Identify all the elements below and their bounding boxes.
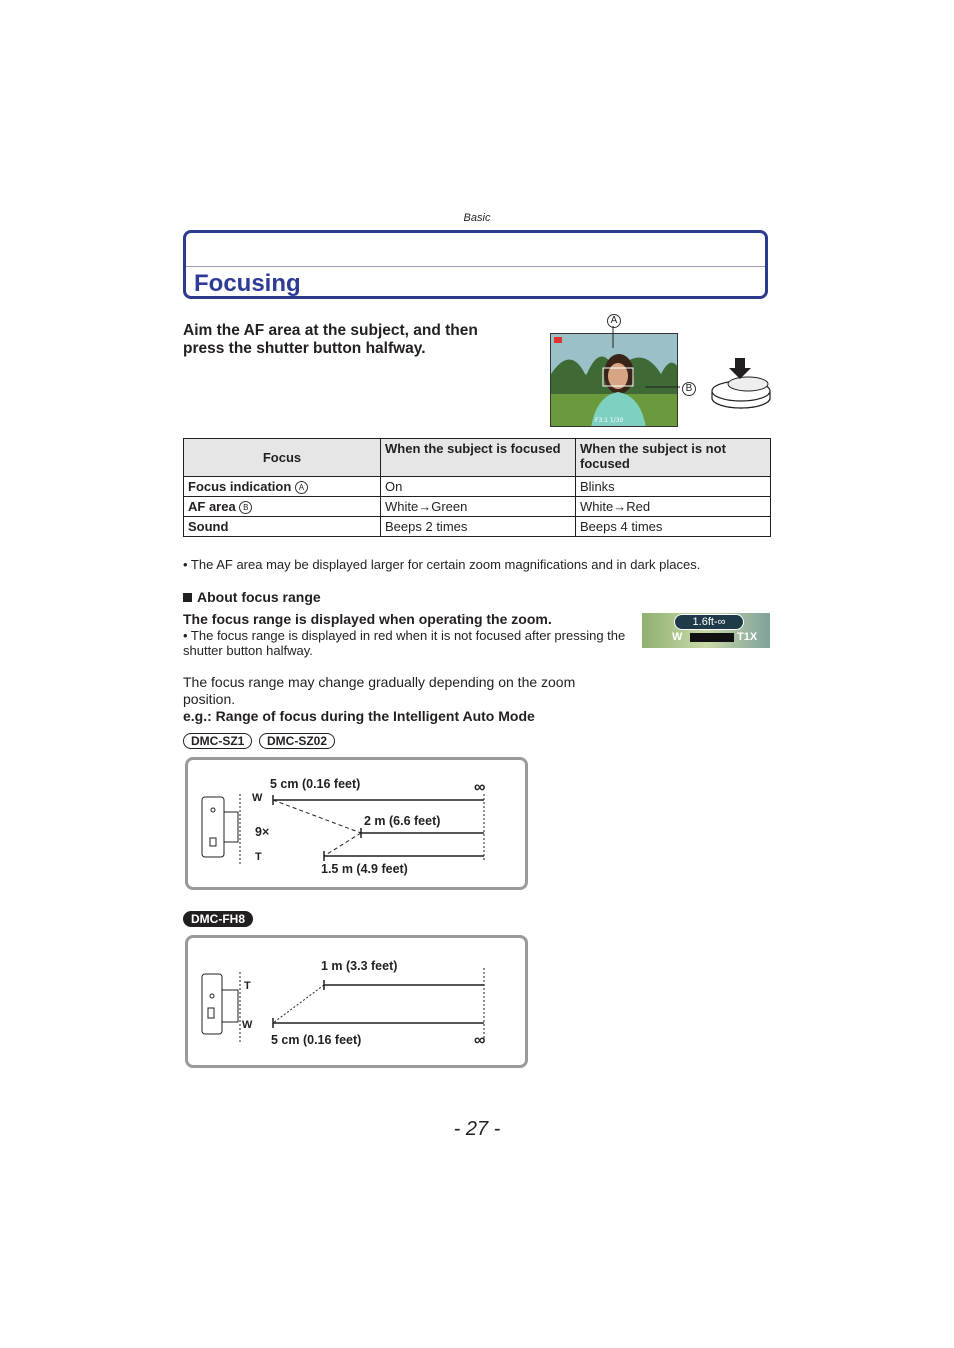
tele-label: T xyxy=(244,980,251,992)
focus-range-diagram-fh8 xyxy=(185,935,528,1068)
tele-label: T xyxy=(255,851,262,863)
camera-side-icon xyxy=(202,974,238,1034)
example-heading: e.g.: Range of focus during the Intelligent Auto Mode xyxy=(183,708,535,724)
infinity-icon: ∞ xyxy=(474,779,486,796)
zoom-magnification-label: 9× xyxy=(255,825,270,839)
row-label xyxy=(184,477,381,497)
marker-a: A xyxy=(295,481,308,494)
callout-b: B xyxy=(682,382,696,396)
svg-text:F3.1 1/30: F3.1 1/30 xyxy=(595,417,624,424)
focus-range-indicator: 1.6ft-∞ xyxy=(674,614,744,630)
about-focus-range-heading xyxy=(183,589,321,605)
header-focused: When the subject is focused xyxy=(381,439,576,477)
page-number: - 27 - xyxy=(453,1118,501,1140)
gradual-change-paragraph: The focus range may change gradually depending on the zoom position. xyxy=(183,674,576,707)
wide-label: W xyxy=(252,792,263,804)
zoom-bar xyxy=(690,633,734,642)
model-badge-fh8: DMC-FH8 xyxy=(183,911,253,927)
header-focus: Focus xyxy=(184,439,381,477)
heading-text: About focus range xyxy=(197,589,321,605)
table-row xyxy=(184,497,771,517)
infinity-icon: ∞ xyxy=(474,1032,486,1049)
zoom-tele-label: T1X xyxy=(737,631,758,643)
near-limit-wide: 5 cm (0.16 feet) xyxy=(270,777,361,791)
marker-b: B xyxy=(239,501,252,514)
square-bullet-icon xyxy=(183,593,192,602)
row-label xyxy=(184,497,381,517)
camera-side-icon xyxy=(202,797,238,857)
callout-lines xyxy=(600,326,690,392)
table-row xyxy=(184,477,771,497)
model-badge-sz02: DMC-SZ02 xyxy=(259,733,335,749)
page-title: Focusing xyxy=(194,270,301,297)
row-label-text: Focus indication xyxy=(188,479,292,494)
middle-zoom-limit: 2 m (6.6 feet) xyxy=(364,814,441,828)
focus-table xyxy=(183,438,771,537)
af-area-note: • The AF area may be displayed larger for certain zoom magnifications and in dark places. xyxy=(183,557,701,572)
title-divider xyxy=(186,266,765,267)
zoom-display-illustration xyxy=(642,613,770,648)
focus-range-note: • The focus range is displayed in red when it is not focused after pressing the shutter button halfway. xyxy=(183,628,626,658)
cell: White→Red xyxy=(576,497,771,517)
near-limit-wide: 5 cm (0.16 feet) xyxy=(271,1033,362,1047)
lead-instruction: Aim the AF area at the subject, and then press the shutter button halfway. xyxy=(183,322,478,357)
title-box xyxy=(183,230,768,299)
cell: Blinks xyxy=(576,477,771,497)
cell: Beeps 2 times xyxy=(381,517,576,537)
cell: Beeps 4 times xyxy=(576,517,771,537)
wide-label: W xyxy=(242,1019,253,1031)
near-limit-tele: 1 m (3.3 feet) xyxy=(321,959,398,973)
cell: On xyxy=(381,477,576,497)
shutter-button-icon xyxy=(708,354,774,412)
row-label: Sound xyxy=(184,517,381,537)
cell: White→Green xyxy=(381,497,576,517)
callout-a: A xyxy=(607,314,621,328)
focus-range-diagram-sz xyxy=(185,757,528,890)
row-label-text: AF area xyxy=(188,499,236,515)
focus-range-subheading: The focus range is displayed when operating the zoom. xyxy=(183,611,552,627)
header-not-focused: When the subject is not focused xyxy=(576,439,771,477)
section-label: Basic xyxy=(463,212,491,224)
zoom-wide-label: W xyxy=(672,631,683,643)
table-row xyxy=(184,517,771,537)
near-limit-tele: 1.5 m (4.9 feet) xyxy=(321,862,408,876)
model-badge-sz1: DMC-SZ1 xyxy=(183,733,252,749)
